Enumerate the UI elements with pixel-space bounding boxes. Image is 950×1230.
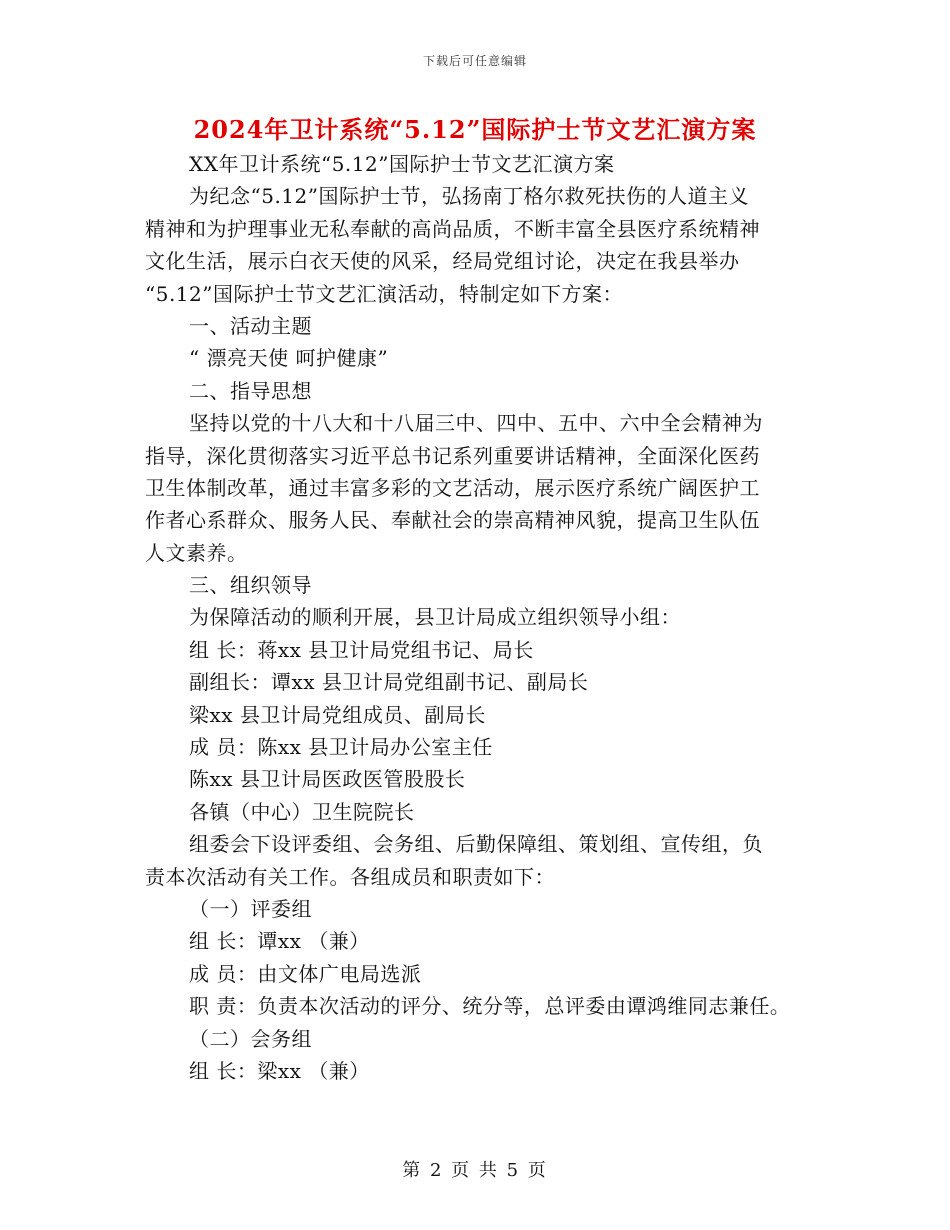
paragraph-line: 组 长：梁xx （兼） bbox=[189, 1058, 370, 1083]
paragraph-line: 指导，深化贯彻落实习近平总书记系列重要讲话精神，全面深化医药 bbox=[145, 443, 760, 468]
paragraph-line: 陈xx 县卫计局医政医管股股长 bbox=[189, 767, 466, 792]
paragraph-line: 成 员：陈xx 县卫计局办公室主任 bbox=[189, 735, 493, 760]
paragraph-line: 成 员：由文体广电局选派 bbox=[189, 961, 422, 986]
paragraph-line: “ 漂亮天使 呵护健康” bbox=[189, 346, 389, 371]
paragraph-line: 梁xx 县卫计局党组成员、副局长 bbox=[189, 702, 486, 727]
paragraph-line: 组委会下设评委组、会务组、后勤保障组、策划组、宣传组，负 bbox=[189, 832, 763, 857]
paragraph-line: 各镇（中心）卫生院院长 bbox=[189, 799, 415, 824]
paragraph-line: 精神和为护理事业无私奉献的高尚品质，不断丰富全县医疗系统精神 bbox=[145, 216, 760, 241]
section-heading: 三、组织领导 bbox=[189, 573, 312, 598]
paragraph-line: 组 长：蒋xx 县卫计局党组书记、局长 bbox=[189, 637, 534, 662]
section-heading: 一、活动主题 bbox=[189, 313, 312, 338]
paragraph-line: 责本次活动有关工作。各组成员和职责如下： bbox=[145, 864, 555, 889]
paragraph-line: 人文素养。 bbox=[145, 540, 248, 565]
paragraph-line: 作者心系群众、服务人民、奉献社会的崇高精神风貌，提高卫生队伍 bbox=[145, 508, 760, 533]
paragraph-line: 为纪念“5.12”国际护士节，弘扬南丁格尔救死扶伤的人道主义 bbox=[189, 184, 749, 209]
paragraph-line: 职 责：负责本次活动的评分、统分等，总评委由谭鸿维同志兼任。 bbox=[189, 994, 791, 1019]
document-body bbox=[145, 148, 815, 1087]
document-title: 2024年卫计系统“5.12”国际护士节文艺汇演方案 bbox=[193, 115, 757, 144]
subsection-heading: （二）会务组 bbox=[189, 1026, 312, 1051]
section-heading: 二、指导思想 bbox=[189, 378, 312, 403]
paragraph-line: XX年卫计系统“5.12”国际护士节文艺汇演方案 bbox=[189, 152, 615, 176]
paragraph-line: 副组长：谭xx 县卫计局党组副书记、副局长 bbox=[189, 670, 589, 695]
page-header-note: 下载后可任意编辑 bbox=[422, 54, 527, 68]
paragraph-line: 为保障活动的顺利开展，县卫计局成立组织领导小组： bbox=[189, 605, 681, 630]
paragraph-line: “5.12”国际护士节文艺汇演活动，特制定如下方案： bbox=[145, 281, 623, 306]
subsection-heading: （一）评委组 bbox=[189, 896, 312, 921]
paragraph-line: 坚持以党的十八大和十八届三中、四中、五中、六中全会精神为 bbox=[189, 411, 763, 436]
page-number-footer: 第 2 页 共 5 页 bbox=[402, 1160, 548, 1181]
paragraph-line: 文化生活，展示白衣天使的风采，经局党组讨论，决定在我县举办 bbox=[145, 249, 740, 274]
paragraph-line: 组 长：谭xx （兼） bbox=[189, 929, 370, 954]
paragraph-line: 卫生体制改革，通过丰富多彩的文艺活动，展示医疗系统广阔医护工 bbox=[145, 475, 760, 500]
